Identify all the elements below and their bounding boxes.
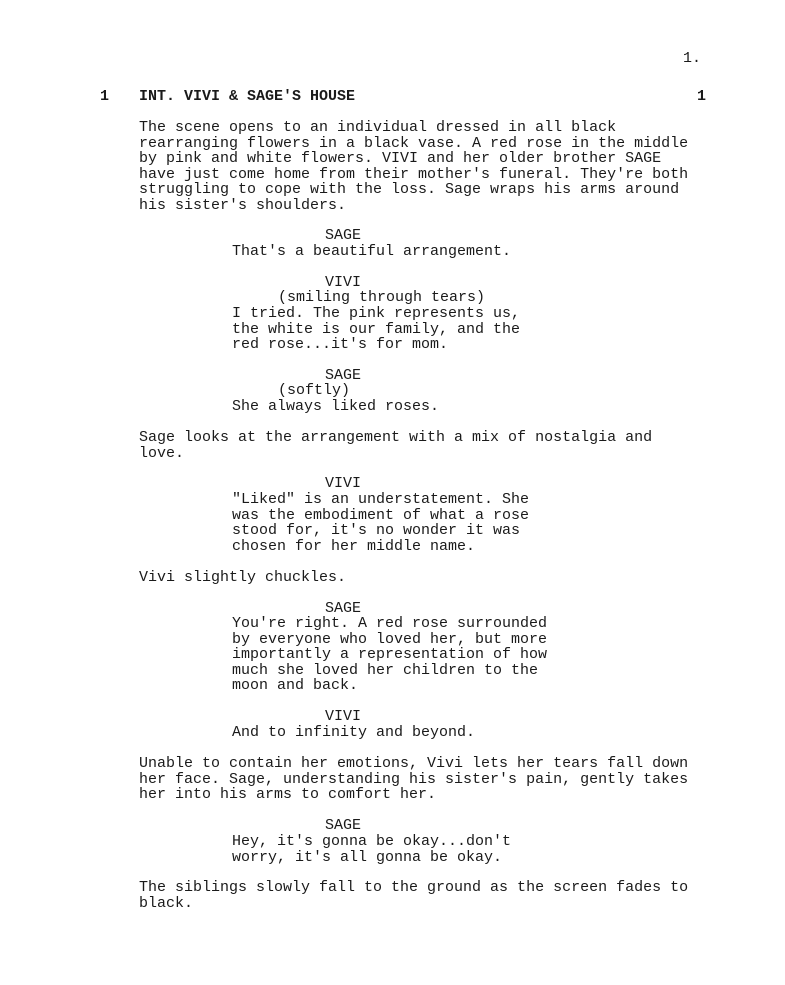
action-block: The scene opens to an individual dressed in all black rearranging flowers in a black vase. A red rose in the middle by pink and white flowers. VIVI and her older brother SAGE have just come home from their mother's funeral. They're both struggling to cope with the loss. Sage wraps his arms around his sister's shoulders. (139, 119, 689, 214)
scene-number-right: 1 (697, 88, 707, 105)
action-block: Sage looks at the arrangement with a mix of nostalgia and love. (139, 429, 653, 462)
scene-number-left: 1 (100, 88, 110, 105)
dialogue-block: You're right. A red rose surrounded by everyone who loved her, but more importantly a representation of how much she loved her children to the moon and back. (232, 615, 548, 694)
dialogue-block: She always liked roses. (232, 398, 440, 415)
action-block: Vivi slightly chuckles. (139, 569, 347, 586)
page-number: 1. (683, 50, 702, 67)
parenthetical: (smiling through tears) (278, 289, 486, 306)
character-name: VIVI (325, 708, 362, 725)
character-name: SAGE (325, 600, 362, 617)
dialogue-block: I tried. The pink represents us, the white is our family, and the red rose...it's for mom. (232, 305, 521, 353)
character-name: SAGE (325, 227, 362, 244)
dialogue-block: Hey, it's gonna be okay...don't worry, it's all gonna be okay. (232, 833, 512, 866)
dialogue-block: And to infinity and beyond. (232, 724, 476, 741)
character-name: SAGE (325, 817, 362, 834)
parenthetical: (softly) (278, 382, 351, 399)
scene-heading: INT. VIVI & SAGE'S HOUSE (139, 88, 356, 105)
action-block: Unable to contain her emotions, Vivi lets her tears fall down her face. Sage, understanding his sister's pain, gently takes her into his arms to comfort her. (139, 755, 689, 803)
character-name: SAGE (325, 367, 362, 384)
character-name: VIVI (325, 475, 362, 492)
dialogue-block: That's a beautiful arrangement. (232, 243, 512, 260)
dialogue-block: "Liked" is an understatement. She was the embodiment of what a rose stood for, it's no wonder it was chosen for her middle name. (232, 491, 530, 555)
character-name: VIVI (325, 274, 362, 291)
action-block: The siblings slowly fall to the ground as the screen fades to black. (139, 879, 689, 912)
